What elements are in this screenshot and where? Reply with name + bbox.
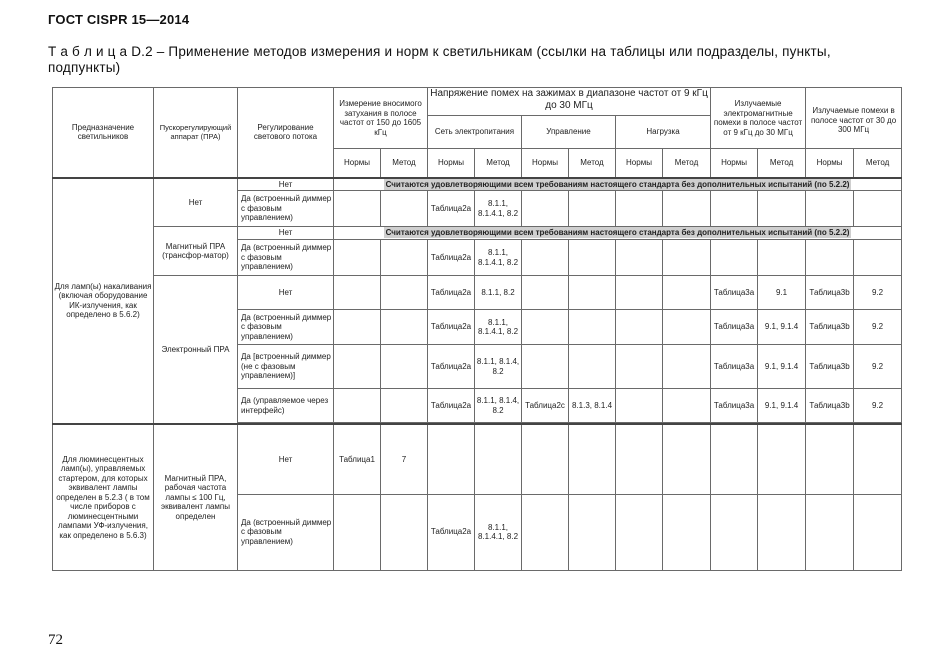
norm-cell: Таблица3а (711, 310, 758, 345)
ballast-none: Нет (154, 178, 238, 227)
method-cell: 9.2 (854, 276, 902, 310)
methods-table (52, 87, 902, 571)
method-cell: 9.2 (854, 310, 902, 345)
norm-cell: Таблица3b (806, 345, 854, 389)
header-norms: Нормы (616, 149, 663, 178)
method-cell: 8.1.1, 8.2 (475, 276, 522, 310)
regulation-dimmer: Да (встроенный диммер с фазовым управлением) (238, 240, 334, 276)
header-load: Нагрузка (616, 116, 711, 149)
norm-cell: Таблица3а (711, 389, 758, 423)
regulation-dimmer: Да (встроенный диммер с фазовым управлением) (238, 191, 334, 227)
method-cell: 9.1, 9.1.4 (758, 345, 806, 389)
header-ballast: Пускорегулирующий аппарат (ПРА) (154, 88, 238, 178)
norm-cell: Таблица3b (806, 276, 854, 310)
ballast-electronic: Электронный ПРА (154, 276, 238, 425)
standard-header: ГОСТ CISPR 15—2014 (48, 12, 190, 27)
method-cell: 7 (381, 424, 428, 494)
header-norms: Нормы (334, 149, 381, 178)
header-norms: Нормы (711, 149, 758, 178)
header-insertion-loss: Измерение вносимого затухания в полосе частот от 150 до 1605 кГц (334, 88, 428, 149)
regulation-none: Нет (238, 227, 334, 240)
header-method: Метод (475, 149, 522, 178)
ballast-magnetic: Магнитный ПРА (трансфор-матор) (154, 227, 238, 276)
header-radiated-9k-30m: Излучаемые электромагнитные помехи в полосе частот от 9 кГц до 30 МГц (711, 88, 806, 149)
method-cell: 8.1.1, 8.1.4, 8.2 (475, 345, 522, 389)
regulation-interface: Да (управляемое через интерфейс) (238, 389, 334, 423)
header-method: Метод (381, 149, 428, 178)
method-cell: 9.2 (854, 345, 902, 389)
header-norms: Нормы (428, 149, 475, 178)
compliance-note: Считаются удовлетворяющими всем требованиям настоящего стандарта без дополнительных испытаний (по 5.2.2) (334, 178, 902, 191)
header-method: Метод (854, 149, 902, 178)
ballast-magnetic-lf: Магнитный ПРА, рабочая частота лампы ≤ 100 Гц, эквивалент лампы определен (154, 424, 238, 570)
header-terminal-voltage: Напряжение помех на зажимах в диапазоне частот от 9 кГц до 30 МГц (428, 88, 711, 116)
norm-cell: Таблица3b (806, 310, 854, 345)
method-cell: 8.1.1, 8.1.4.1, 8.2 (475, 240, 522, 276)
method-cell: 8.1.3, 8.1.4 (569, 389, 616, 423)
method-cell: 9.1, 9.1.4 (758, 389, 806, 423)
regulation-no-phase-dimmer: Да [встроенный диммер (не с фазовым управлением)] (238, 345, 334, 389)
purpose-incandescent: Для ламп(ы) накаливания (включая оборудование ИК-излучения, как определено в 5.6.2) (53, 178, 154, 425)
header-method: Метод (569, 149, 616, 178)
norm-cell: Таблица2с (522, 389, 569, 423)
method-cell: 8.1.1, 8.1.4, 8.2 (475, 389, 522, 423)
regulation-none: Нет (238, 424, 334, 494)
header-norms: Нормы (806, 149, 854, 178)
norm-cell: Таблица3а (711, 345, 758, 389)
method-cell: 9.1 (758, 276, 806, 310)
header-radiated-30m-300m: Излучаемые помехи в полосе частот от 30 до 300 МГц (806, 88, 902, 149)
header-method: Метод (758, 149, 806, 178)
norm-cell: Таблица2а (428, 389, 475, 423)
norm-cell: Таблица3b (806, 389, 854, 423)
method-cell: 8.1.1, 8.1.4.1, 8.2 (475, 494, 522, 570)
regulation-none: Нет (238, 276, 334, 310)
header-purpose: Предназначение светильников (53, 88, 154, 178)
method-cell: 9.2 (854, 389, 902, 423)
compliance-note: Считаются удовлетворяющими всем требованиям настоящего стандарта без дополнительных испытаний (по 5.2.2) (334, 227, 902, 240)
norm-cell: Таблица1 (334, 424, 381, 494)
norm-cell: Таблица3а (711, 276, 758, 310)
regulation-dimmer: Да (встроенный диммер с фазовым управлением) (238, 310, 334, 345)
regulation-dimmer: Да (встроенный диммер с фазовым управлением) (238, 494, 334, 570)
header-norms: Нормы (522, 149, 569, 178)
purpose-fluorescent: Для люминесцентных ламп(ы), управляемых стартером, для которых эквивалент лампы определен в 5.2.3 ( в том числе приборов с люминесцентными лампами УФ-излучения, как определено в 5.6.3) (53, 424, 154, 570)
norm-cell: Таблица2а (428, 345, 475, 389)
method-cell: 9.1, 9.1.4 (758, 310, 806, 345)
norm-cell: Таблица2а (428, 276, 475, 310)
method-cell: 8.1.1, 8.1.4.1, 8.2 (475, 191, 522, 227)
header-regulation: Регулирование светового потока (238, 88, 334, 178)
header-method: Метод (663, 149, 711, 178)
header-control: Управление (522, 116, 616, 149)
page-number: 72 (48, 632, 63, 648)
regulation-none: Нет (238, 178, 334, 191)
norm-cell: Таблица2а (428, 494, 475, 570)
norm-cell: Таблица2а (428, 310, 475, 345)
norm-cell: Таблица2а (428, 240, 475, 276)
norm-cell: Таблица2а (428, 191, 475, 227)
method-cell: 8.1.1, 8.1.4.1, 8.2 (475, 310, 522, 345)
table-caption: Т а б л и ц а D.2 – Применение методов измерения и норм к светильникам (ссылки на таблицы или подразделы, пункты, подпункты) (48, 44, 831, 75)
header-mains: Сеть электропитания (428, 116, 522, 149)
